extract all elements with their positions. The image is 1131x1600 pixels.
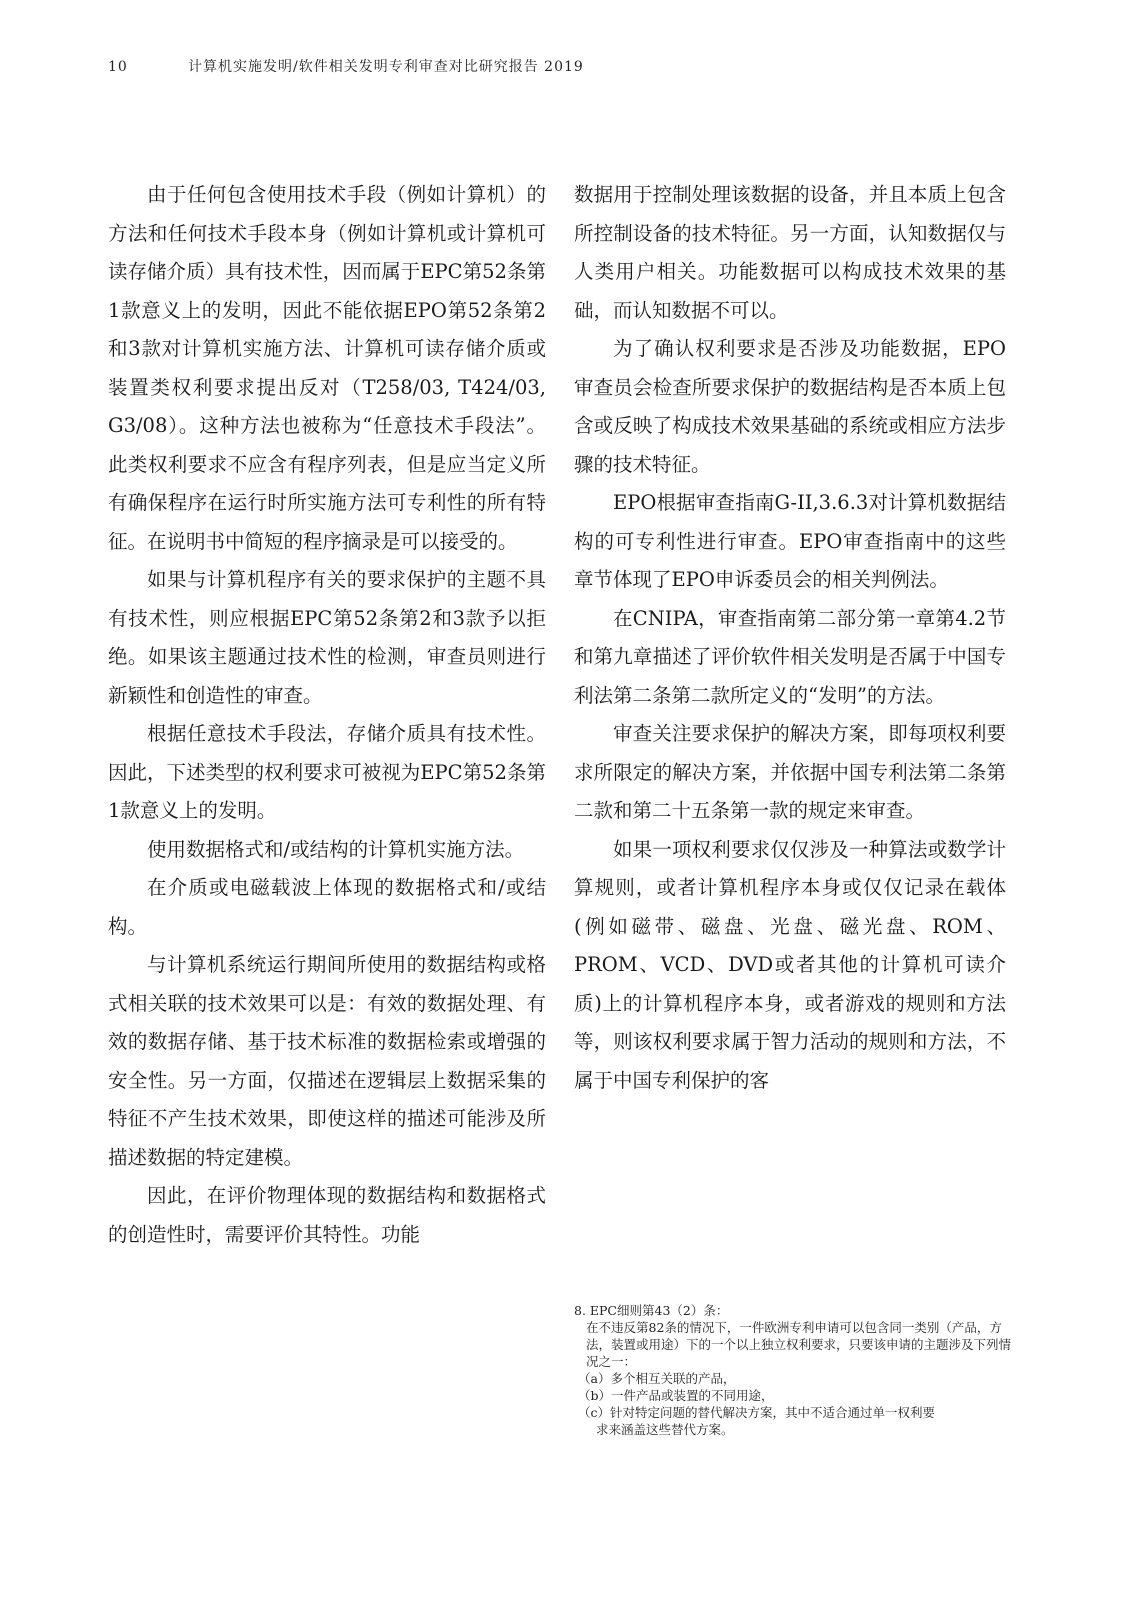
- footnote-title: 8. EPC细则第43（2）条：: [574, 1303, 729, 1318]
- paragraph: 使用数据格式和/或结构的计算机实施方法。: [147, 837, 525, 861]
- paragraph: 为了确认权利要求是否涉及功能数据，EPO审查员会检查所要求保护的数据结构是否本质上包含或反映了构成技术效果基础的系统或相应方法步骤的技术特征。: [574, 337, 1006, 476]
- report-title: 计算机实施发明/软件相关发明专利审查对比研究报告 2019: [188, 59, 584, 75]
- footnote-item: （c）针对特定问题的替代解决方案，其中不适合通过单一权利要: [578, 1405, 936, 1420]
- footnote-item-continuation: 求来涵盖这些替代方案。: [596, 1422, 734, 1437]
- footnote-item: （b）一件产品或装置的不同用途，: [578, 1388, 774, 1403]
- paragraph: 因此，在评价物理体现的数据结构和数据格式的创造性时，需要评价其特性。功能: [108, 1184, 546, 1246]
- footnote-item: （a）多个相互关联的产品，: [578, 1371, 736, 1386]
- right-column: [574, 176, 1006, 1100]
- left-column: [108, 176, 546, 1254]
- paragraph: 在CNIPA，审查指南第二部分第一章第4.2节和第九章描述了评价软件相关发明是否属于中国专利法第二条第二款所定义的“发明”的方法。: [574, 606, 1006, 707]
- paragraph: 由于任何包含使用技术手段（例如计算机）的方法和任何技术手段本身（例如计算机或计算机可读存储介质）具有技术性，因而属于EPC第52条第1款意义上的发明，因此不能依据EPO第52条第2和3款对计算机实施方法、计算机可读存储介质或装置类权利要求提出反对（T258/03, T424/03, G3/08）。这种方法也被称为“任意技术手段法”。此类权利要求不应含有程序列表，但是应当定义所有确保程序在运行时所实施方法可专利性的所有特征。在说明书中简短的程序摘录是可以接受的。: [108, 183, 546, 553]
- paragraph-continuation: 数据用于控制处理该数据的设备，并且本质上包含所控制设备的技术特征。另一方面，认知数据仅与人类用户相关。功能数据可以构成技术效果的基础，而认知数据不可以。: [574, 183, 1006, 322]
- paragraph: 如果一项权利要求仅仅涉及一种算法或数学计算规则，或者计算机程序本身或仅仅记录在载体(例如磁带、磁盘、光盘、磁光盘、ROM、PROM、VCD、DVD或者其他的计算机可读介质)上的计算机程序本身，或者游戏的规则和方法等，则该权利要求属于智力活动的规则和方法，不属于中国专利保护的客: [574, 837, 1006, 1092]
- paragraph: 审查关注要求保护的解决方案，即每项权利要求所限定的解决方案，并依据中国专利法第二条第二款和第二十五条第一款的规定来审查。: [574, 722, 1006, 822]
- paragraph: 在介质或电磁载波上体现的数据格式和/或结构。: [108, 876, 546, 938]
- paragraph: EPO根据审查指南G-II,3.6.3对计算机数据结构的可专利性进行审查。EPO审查指南中的这些章节体现了EPO申诉委员会的相关判例法。: [574, 491, 1006, 591]
- footnote: [574, 1302, 1014, 1438]
- paragraph: 如果与计算机程序有关的要求保护的主题不具有技术性，则应根据EPC第52条第2和3款予以拒绝。如果该主题通过技术性的检测，审查员则进行新颖性和创造性的审查。: [108, 568, 546, 707]
- page-header: [108, 56, 1031, 76]
- paragraph: 与计算机系统运行期间所使用的数据结构或格式相关联的技术效果可以是：有效的数据处理、有效的数据存储、基于技术标准的数据检索或增强的安全性。另一方面，仅描述在逻辑层上数据采集的特征不产生技术效果，即使这样的描述可能涉及所描述数据的特定建模。: [108, 953, 546, 1169]
- footnote-body: 在不违反第82条的情况下，一件欧洲专利申请可以包含同一类别（产品，方法，装置或用途）下的一个以上独立权利要求，只要该申请的主题涉及下列情况之一：: [586, 1320, 1012, 1369]
- paragraph: 根据任意技术手段法，存储介质具有技术性。因此，下述类型的权利要求可被视为EPC第52条第1款意义上的发明。: [108, 722, 546, 822]
- page-number: 10: [108, 59, 128, 75]
